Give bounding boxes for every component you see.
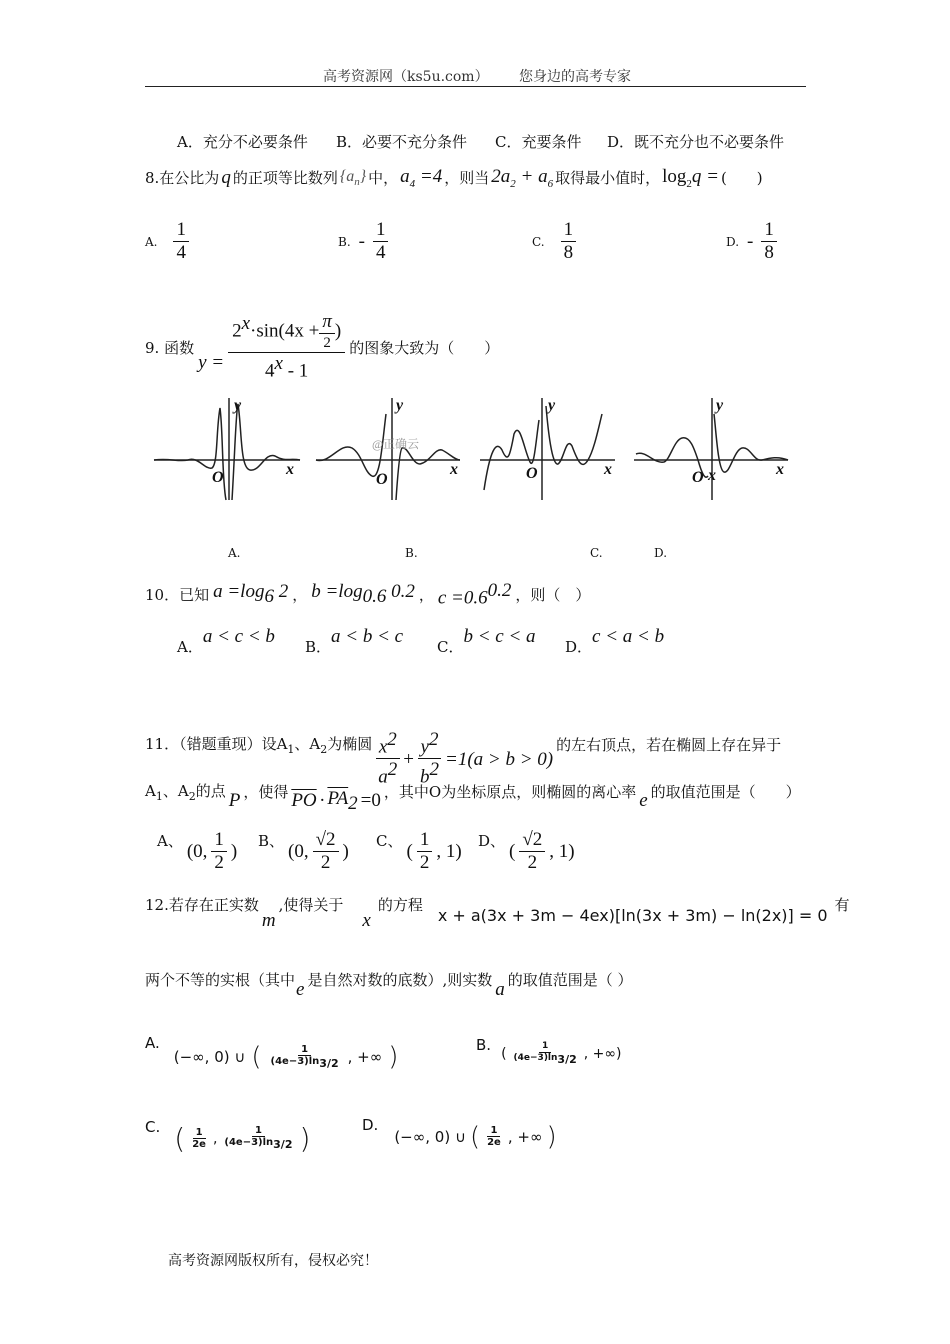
q8-cond: $a_4 =4$ bbox=[400, 166, 443, 190]
q8-expr: $2a_2 + a_6$ bbox=[491, 166, 554, 190]
graph-a-x-label: x bbox=[286, 461, 294, 478]
graph-c-curve-right bbox=[546, 406, 602, 464]
graph-b-y-label: y bbox=[396, 397, 404, 414]
q9-option-c: C. bbox=[590, 546, 603, 560]
q11-line1-suffix: 的左右顶点，若在椭圆上存在异于 bbox=[556, 736, 782, 755]
graph-d-y-label: y bbox=[716, 397, 724, 414]
q9-prefix: 9. 函数 bbox=[145, 339, 195, 357]
q11-option-b: B、 (0, $\frac{√2}{2}$ ) bbox=[258, 829, 349, 873]
q10-option-c: C．b < c < a bbox=[437, 626, 536, 656]
q10-option-b: B．a < b < c bbox=[305, 626, 404, 656]
header-site: 高考资源网（ks5u.com） bbox=[323, 69, 489, 85]
q8-option-d: D. - $\frac{1}{8}$ bbox=[726, 220, 777, 265]
header-rule bbox=[145, 86, 806, 87]
q7-option-d: D．既不充分也不必要条件 bbox=[607, 133, 785, 151]
q12-line2: 两个不等的实根（其中 e 是自然对数的底数）,则实数 a 的取值范围是（ ） bbox=[145, 971, 633, 1000]
q11-line1: 11．（错题重现）设$A_1$、$A_2$为椭圆 $\frac{x^2}{a^2}$ + $\frac{y^2}{b^2}$ =1(a > b > 0) 的左右顶点，若在椭圆上存在异于 bbox=[145, 729, 782, 788]
watermark: @正确云 bbox=[372, 437, 420, 451]
graph-a-curve-left bbox=[154, 408, 226, 500]
q8-mid4: 取得最小值时， bbox=[555, 169, 661, 188]
q8-paren: ( ) bbox=[720, 169, 763, 188]
graph-c-x-label: x bbox=[604, 461, 612, 478]
q9-option-a: A. bbox=[228, 546, 241, 560]
graph-c-origin: O bbox=[526, 465, 538, 482]
q8-mid2: 中， bbox=[368, 169, 399, 188]
header-slogan: 您身边的高考专家 bbox=[519, 69, 631, 85]
q7-option-a: A．充分不必要条件 bbox=[177, 133, 308, 151]
q7-option-c: C．充要条件 bbox=[495, 133, 582, 151]
graph-b-origin: O bbox=[376, 471, 388, 488]
q10-c-def: $c =0.6^{0.2}$ bbox=[437, 580, 512, 609]
q8-option-c: C. $\frac{1}{8}$ bbox=[532, 220, 576, 265]
graph-d-x-label: x bbox=[776, 461, 784, 478]
q11-prefix: 11．（错题重现）设$A_1$、$A_2$为椭圆 bbox=[145, 735, 373, 757]
q10-option-a: A．a < c < b bbox=[177, 626, 275, 656]
q10-suffix: ，则（ ） bbox=[515, 586, 591, 605]
q10-b-def: $b =\log_{0.6}$ 0.2 bbox=[311, 581, 415, 608]
q8-log: $\log_2q$ = bbox=[662, 166, 719, 190]
q11-option-c: C、 ( $\frac{1}{2}$ , 1) bbox=[376, 829, 462, 873]
q9-fraction: $2^x\cdot\sin(4x$ + $\frac{\pi}{2}$ ) 4$^x$ - 1 bbox=[228, 312, 345, 383]
q12-option-c: C. ( $\frac{1}{2e}$ , $\frac{1}{(4e-3)\ln_{3/2}}$ ) bbox=[145, 1117, 311, 1155]
q10-a-def: $a =\log_6$ 2 bbox=[213, 581, 289, 608]
graph-b-x-label: x bbox=[450, 461, 458, 478]
footer-copyright: 高考资源网版权所有，侵权必究！ bbox=[168, 1253, 378, 1269]
graph-a-origin: O bbox=[212, 469, 224, 486]
q10-stem: 10．已知 $a =\log_6$ 2 ， $b =\log_{0.6}$ 0.2 ， $c =0.6^{0.2}$ ，则（ ） bbox=[145, 580, 591, 609]
q7-option-b: B．必要不充分条件 bbox=[336, 133, 468, 151]
q11-option-d: D、 ( $\frac{√2}{2}$ , 1) bbox=[478, 829, 575, 873]
q8-seq: $\{a_n\}$ bbox=[339, 167, 367, 188]
graph-d-x-near-origin: x bbox=[708, 467, 716, 484]
graph-d-origin: O bbox=[692, 469, 704, 486]
q12-line1: 12.若存在正实数 m ,使得关于 x 的方程 x + a(3x + 3m − 4ex)[ln(3x + 3m) − ln(2x)] = 0 有 bbox=[145, 896, 850, 931]
q12-option-a: A. (−∞, 0) ∪ ( $\frac{1}{(4e-3)\ln_{3/2}}$ , +∞ ) bbox=[145, 1034, 399, 1072]
q10-prefix: 10．已知 bbox=[145, 586, 210, 605]
q8-option-b: B. - $\frac{1}{4}$ bbox=[338, 220, 388, 265]
q8-prefix: 8.在公比为 bbox=[145, 169, 220, 188]
graph-c-y-label: y bbox=[548, 397, 556, 414]
q9-option-b: B. bbox=[405, 546, 418, 560]
q8-option-a: A. $\frac{1}{4}$ bbox=[145, 220, 189, 265]
q9-stem bbox=[145, 312, 499, 383]
q8-mid3: ，则当 bbox=[444, 169, 490, 188]
q8-var-q: q bbox=[221, 166, 231, 188]
graph-a-y-label: y bbox=[234, 397, 242, 414]
q12-option-d: D. (−∞, 0) ∪ ( $\frac{1}{2e}$ , +∞ ) bbox=[362, 1116, 557, 1152]
q9-y: y = bbox=[198, 351, 225, 373]
q8-mid1: 的正项等比数列 bbox=[232, 169, 338, 188]
q11-option-a: A、 (0, $\frac{1}{2}$ ) bbox=[157, 829, 238, 873]
q10-option-d: D．c < a < b bbox=[565, 626, 665, 656]
graph-a-curve-right bbox=[232, 404, 300, 500]
q12-option-b: B. ( $\frac{1}{(4e-3)\ln_{3/2}}$ , +∞) bbox=[476, 1036, 622, 1066]
q8-stem bbox=[145, 166, 763, 190]
q11-line2: $A_1$、$A_2$的点 P ，使得 $\overline{PO}$ · $\overline{PA}_2$ =0 ，其中O为坐标原点，则椭圆的离心率 e 的取值范围是（ ） bbox=[145, 781, 801, 814]
q9-option-d: D. bbox=[654, 546, 668, 560]
q12-equation: x + a(3x + 3m − 4ex)[ln(3x + 3m) − ln(2x)] = 0 bbox=[437, 906, 828, 925]
q9-suffix: 的图象大致为（ ） bbox=[349, 339, 500, 357]
q9-graphs bbox=[150, 390, 795, 505]
